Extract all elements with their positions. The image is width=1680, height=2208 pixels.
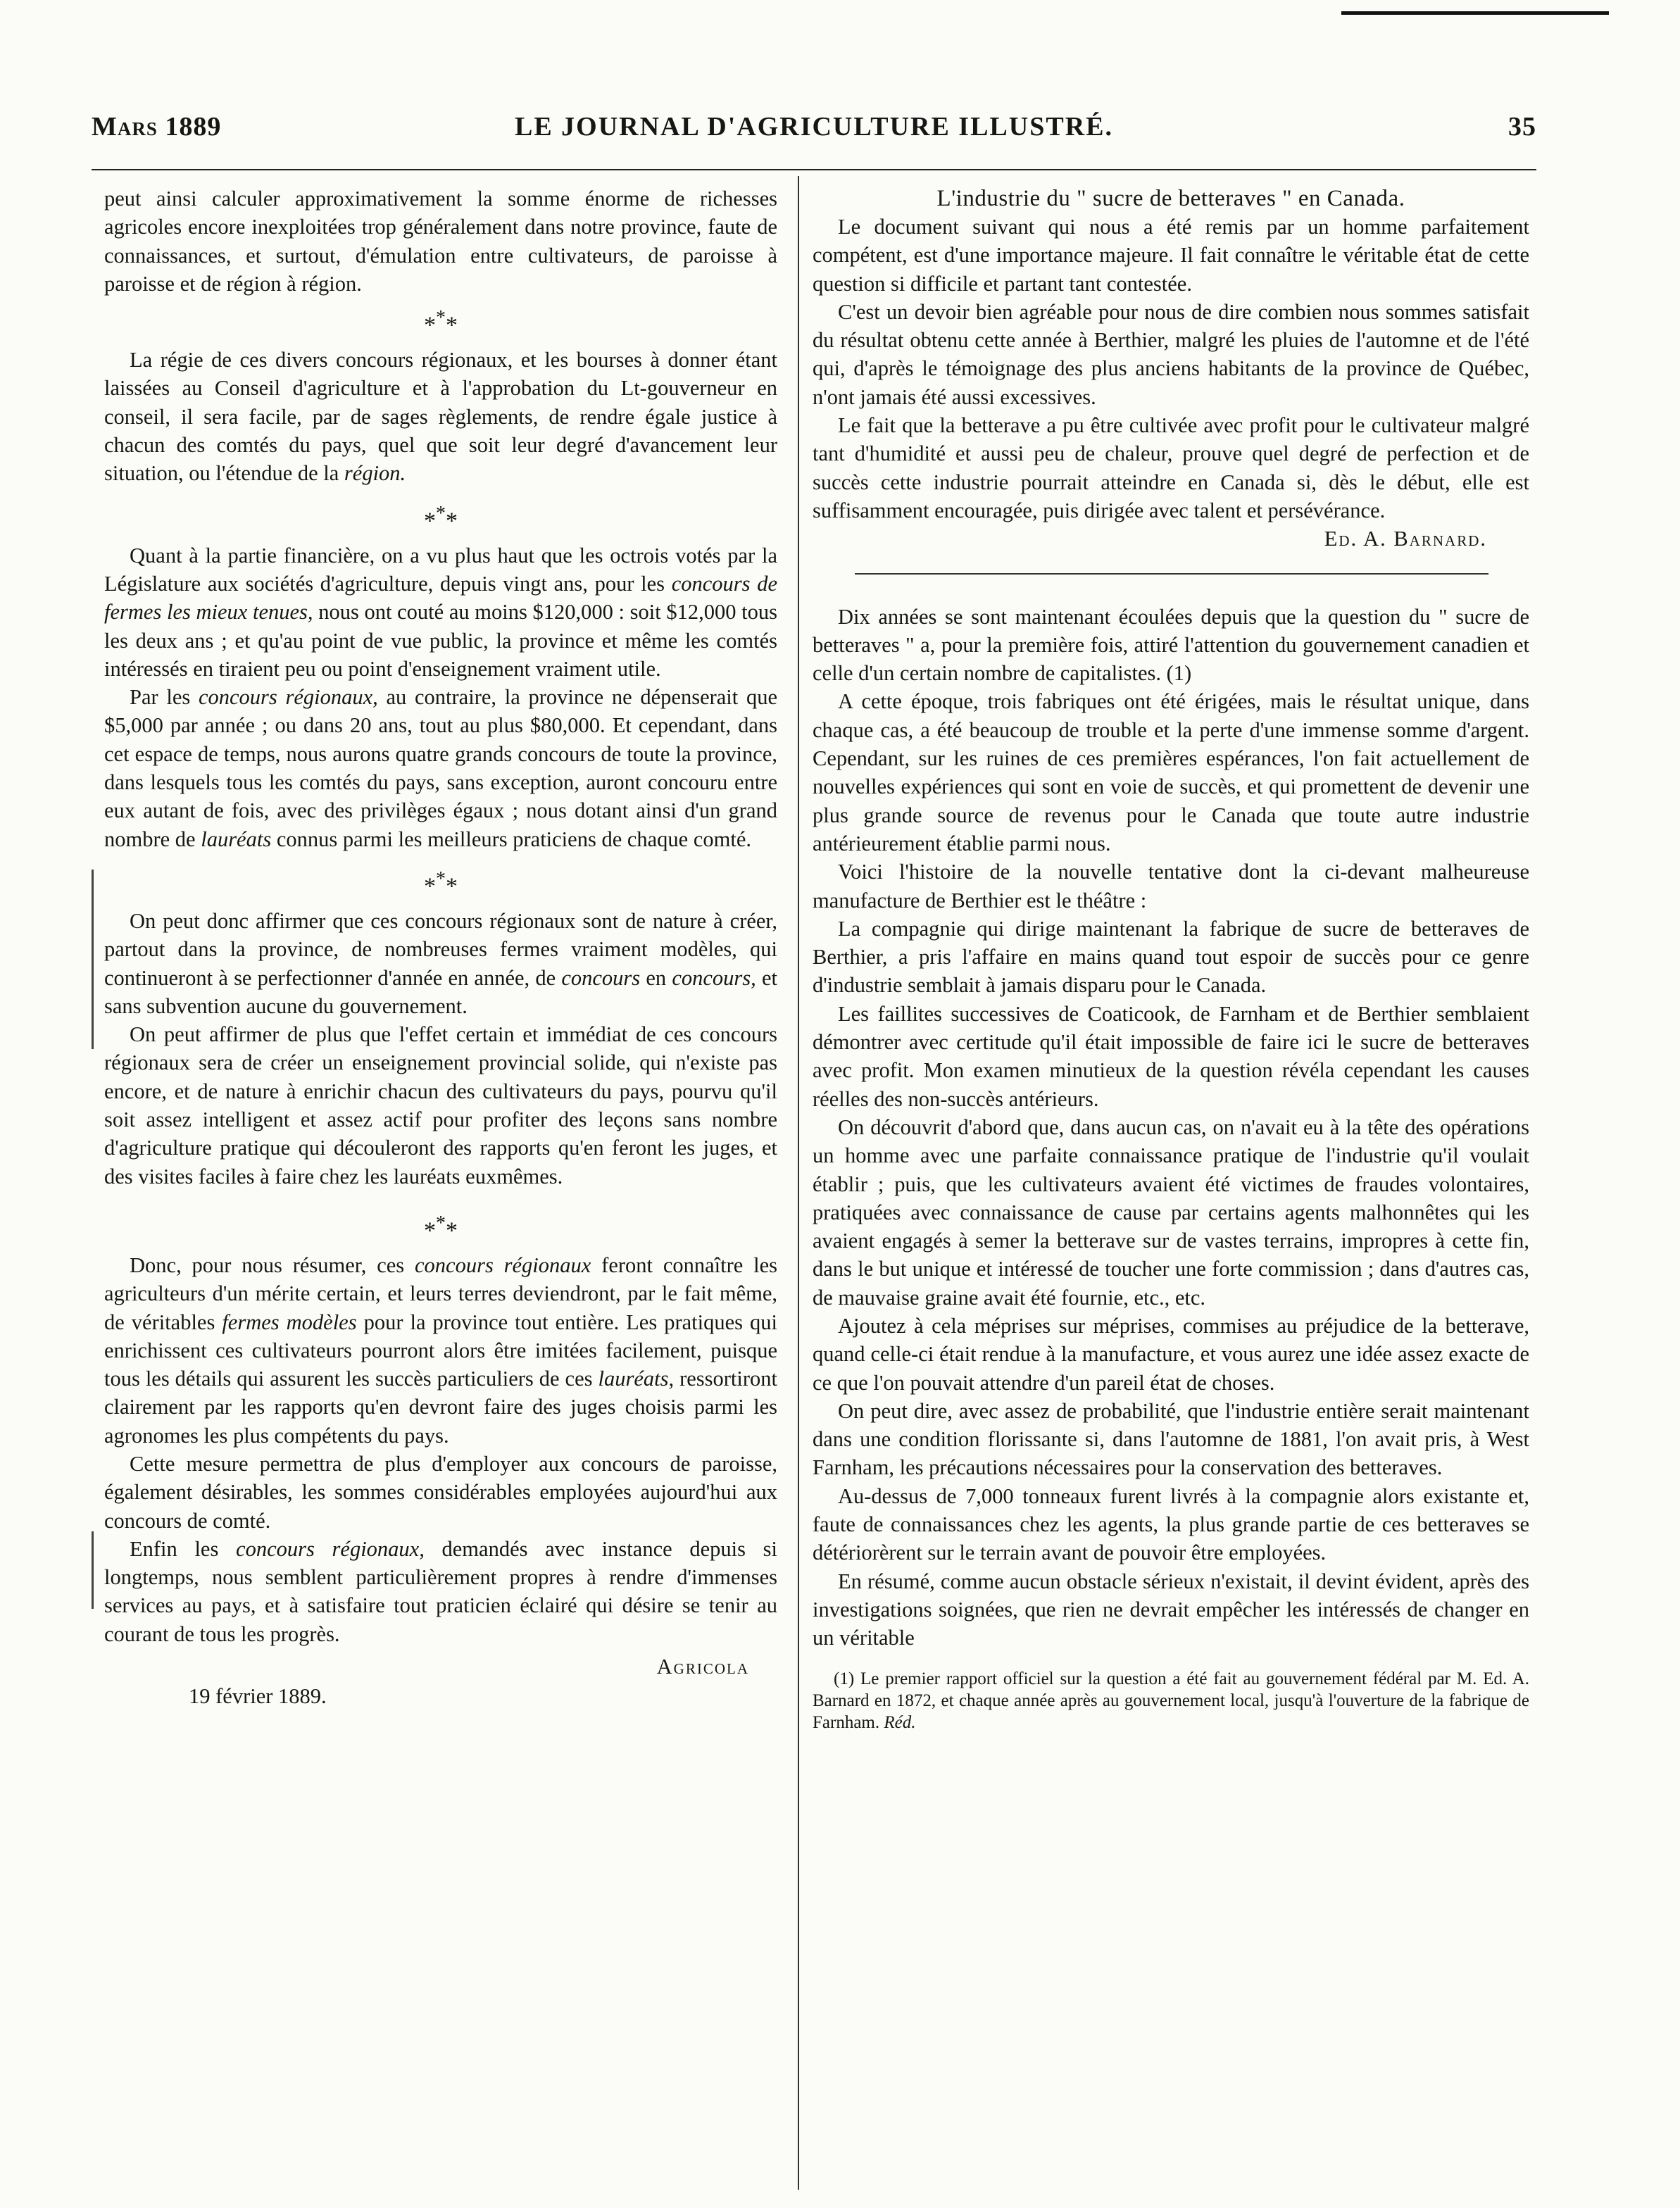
header-rule xyxy=(92,169,1536,170)
paragraph: Ajoutez à cela méprises sur méprises, commises au préjudice de la betterave, quand celle-ci était rendue à la manufacture, et vous aurez une idée assez exacte de ce que l'on pouvait attendre d'un pareil état de choses. xyxy=(813,1313,1529,1395)
paragraph: Le document suivant qui nous a été remis par un homme parfaitement compétent, est d'une importance majeure. Il fait connaître le véritable état de cette question si difficile et partant tant contestée. xyxy=(813,215,1529,296)
paragraph: C'est un devoir bien agréable pour nous de dire combien nous sommes satisfait du résultat obtenu cette année à Berthier, malgré les pluies de l'automne et de l'été qui, d'après le témoignage des plus anciens habitants de la province de Québec, n'ont jamais été aussi excessives. xyxy=(813,299,1529,409)
section-separator xyxy=(855,573,1488,575)
margin-bar xyxy=(92,870,94,1049)
paragraph: Donc, pour nous résumer, ces concours régionaux feront connaître les agriculteurs d'un mérite certain, et leurs terres deviendront, par le fait même, de véritables fermes modèles pour la province tout entière. Les pratiques qui enrichissent ces cultivateurs pourront alors être imitées facilement, puisque tous les détails qui assurent les succès particuliers de ces lauréats, ressortiront clairement par les rapports qu'en devront faire des juges choisis parmi les agronomes les plus compétents du pays. xyxy=(104,1253,778,1448)
column-divider xyxy=(798,176,799,2190)
paragraph: A cette époque, trois fabriques ont été érigées, mais le résultat unique, dans chaque cas, a été beaucoup de trouble et la perte d'une immense somme d'argent. Cependant, sur les ruines de ces premières espérances, l'on fait actuellement de nouvelles expériences qui sont en voie de succès, et qui promettent de devenir une plus grande source de revenus pour le Canada que toute autre industrie antérieurement établie parmi nous. xyxy=(813,689,1529,855)
paragraph: On découvrit d'abord que, dans aucun cas, on n'avait eu à la tête des opérations un homme avec une parfaite connaissance pratique de l'industrie qu'il voulait établir ; puis, que les cultivateurs avaient été victimes de fraudes volontaires, pratiquées avec connaissance de cause par certains agents malhonnêtes qui les avaient engagés à semer la betterave sur de vastes terrains, impropres à cette fin, dans le but unique et intéressé de toucher une forte commission ; dans d'autres cas, de mauvaise graine avait été fournie, etc., etc. xyxy=(813,1115,1529,1310)
paragraph: Par les concours régionaux, au contraire, la province ne dépenserait que $5,000 par année ; ou dans 20 ans, tout au plus $80,000. Et cependant, dans cet espace de temps, nous aurons quatre grands concours de toute la province, dans lesquels tous les comtés du pays, sans exception, auront concouru entre eux autant de fois, avec des privilèges égaux ; nous dotant ainsi d'un grand nombre de lauréats connus parmi les meilleurs praticiens de chaque comté. xyxy=(104,685,777,851)
paragraph: Enfin les concours régionaux, demandés avec instance depuis si longtemps, nous semblent particulièrement propres à rendre d'immenses services au pays, et à satisfaire tout praticien éclairé qui désire se tenir au courant de tous les progrès. xyxy=(104,1536,777,1646)
margin-bar xyxy=(92,1531,94,1609)
paragraph: Les faillites successives de Coaticook, de Farnham et de Berthier semblaient démontrer avec certitude qu'il était impossible de faire ici le sucre de betteraves avec profit. Mon examen minutieux de la question révéla cependant les causes réelles des non-succès antérieurs. xyxy=(813,1001,1529,1111)
article-date: 19 février 1889. xyxy=(189,1684,327,1709)
paragraph: peut ainsi calculer approximativement la somme énorme de richesses agricoles encore inexploitées trop généralement dans notre province, faute de connaissances, et surtout, d'émulation entre cultivateurs, de paroisse à paroisse et de région à région. xyxy=(104,187,777,296)
paragraph: La régie de ces divers concours régionaux, et les bourses à donner étant laissées au Conseil d'agriculture et à l'approbation du Lt-gouverneur en conseil, il sera facile, par de sages règlements, de rendre égale justice à chacun des comtés du pays, quel que soit leur degré d'avancement leur situation, ou l'étendue de la région. xyxy=(104,348,777,486)
paragraph: Cette mesure permettra de plus d'employer aux concours de paroisse, également désirables, les sommes considérables employées aujourd'hui aux concours de comté. xyxy=(104,1451,777,1533)
paragraph: On peut donc affirmer que ces concours régionaux sont de nature à créer, partout dans la province, de nombreuses fermes vraiment modèles, qui continueront à se perfectionner d'année en année, de concours en concours, et sans subvention aucune du gouvernement. xyxy=(104,908,777,1018)
paragraph: Dix années se sont maintenant écoulées depuis que la question du " sucre de betteraves " a, pour la première fois, attiré l'attention du gouvernement canadien et celle d'un certain nombre de capitalistes. (1) xyxy=(813,604,1529,686)
footnote: (1) Le premier rapport officiel sur la question a été fait au gouvernement fédéral par M. Ed. A. Barnard en 1872, et chaque année après au gouvernement local, jusqu'à l'ouverture de la fabrique de Farnham. Réd. xyxy=(813,1669,1529,1732)
left-column xyxy=(104,184,777,1711)
author-signature: Agricola xyxy=(656,1655,749,1679)
paragraph: Au-dessus de 7,000 tonneaux furent livrés à la compagnie alors existante et, faute de connaissances chez les agents, la plus grande partie de ces betteraves se détériorèrent sur le terrain avant de pouvoir être employées. xyxy=(813,1484,1529,1565)
article-title: L'industrie du " sucre de betteraves " en Canada. xyxy=(936,186,1405,211)
top-rule xyxy=(1341,11,1609,15)
paragraph: On peut dire, avec assez de probabilité, que l'industrie entière serait maintenant dans une condition florissante si, dans l'automne de 1881, l'on avait pris, à West Farnham, les précautions nécessaires pour la conservation des betteraves. xyxy=(813,1398,1529,1480)
issue-date: Mars 1889 xyxy=(92,112,222,142)
paragraph: Quant à la partie financière, on a vu plus haut que les octrois votés par la Législature aux sociétés d'agriculture, depuis vingt ans, pour les concours de fermes les mieux tenues, nous ont couté au moins $120,000 : soit $12,000 tous les deux ans ; et qu'au point de vue public, la province et même les comtés intéressés en tiraient peu ou point d'enseignement vraiment utile. xyxy=(104,543,778,681)
page-number: 35 xyxy=(1508,112,1536,142)
asterism: *** xyxy=(424,307,458,339)
paragraph: La compagnie qui dirige maintenant la fabrique de sucre de betteraves de Berthier, a pris l'affaire en mains quand tout espoir de succès pour ce genre d'industrie semblait à jamais disparu pour le Canada. xyxy=(813,916,1529,998)
paragraph: Voici l'histoire de la nouvelle tentative dont la ci-devant malheureuse manufacture de Berthier est le théâtre : xyxy=(813,860,1529,912)
asterism: *** xyxy=(424,867,458,900)
paragraph: En résumé, comme aucun obstacle sérieux n'existait, il devint évident, après des investigations soignées, que rien ne devrait empêcher les intéressés de changer en un véritable xyxy=(813,1569,1529,1650)
asterism: *** xyxy=(424,1212,458,1244)
journal-title: LE JOURNAL D'AGRICULTURE ILLUSTRÉ. xyxy=(514,112,1113,142)
paragraph: On peut affirmer de plus que l'effet certain et immédiat de ces concours régionaux sera de créer un enseignement provincial solide, qui n'existe pas encore, et de nature à enrichir chacun des cultivateurs du pays, pourvu qu'il soit assez intelligent et assez actif pour profiter des leçons sans nombre d'agriculture pratique qui découleront des rapports qu'en feront les juges, et des visites faciles à faire chez les lauréats euxmêmes. xyxy=(104,1022,777,1188)
page-header xyxy=(92,111,1536,146)
right-column xyxy=(813,184,1529,1733)
asterism: *** xyxy=(424,502,458,534)
editor-signature: Ed. A. Barnard. xyxy=(1324,527,1487,551)
paragraph: Le fait que la betterave a pu être cultivée avec profit pour le cultivateur malgré tant d'humidité et aussi peu de chaleur, prouve quel degré de perfection et de succès cette industrie pourrait atteindre en Canada si, dès le début, elle est suffisamment encouragée, puis dirigée avec talent et persévérance. xyxy=(813,413,1529,522)
